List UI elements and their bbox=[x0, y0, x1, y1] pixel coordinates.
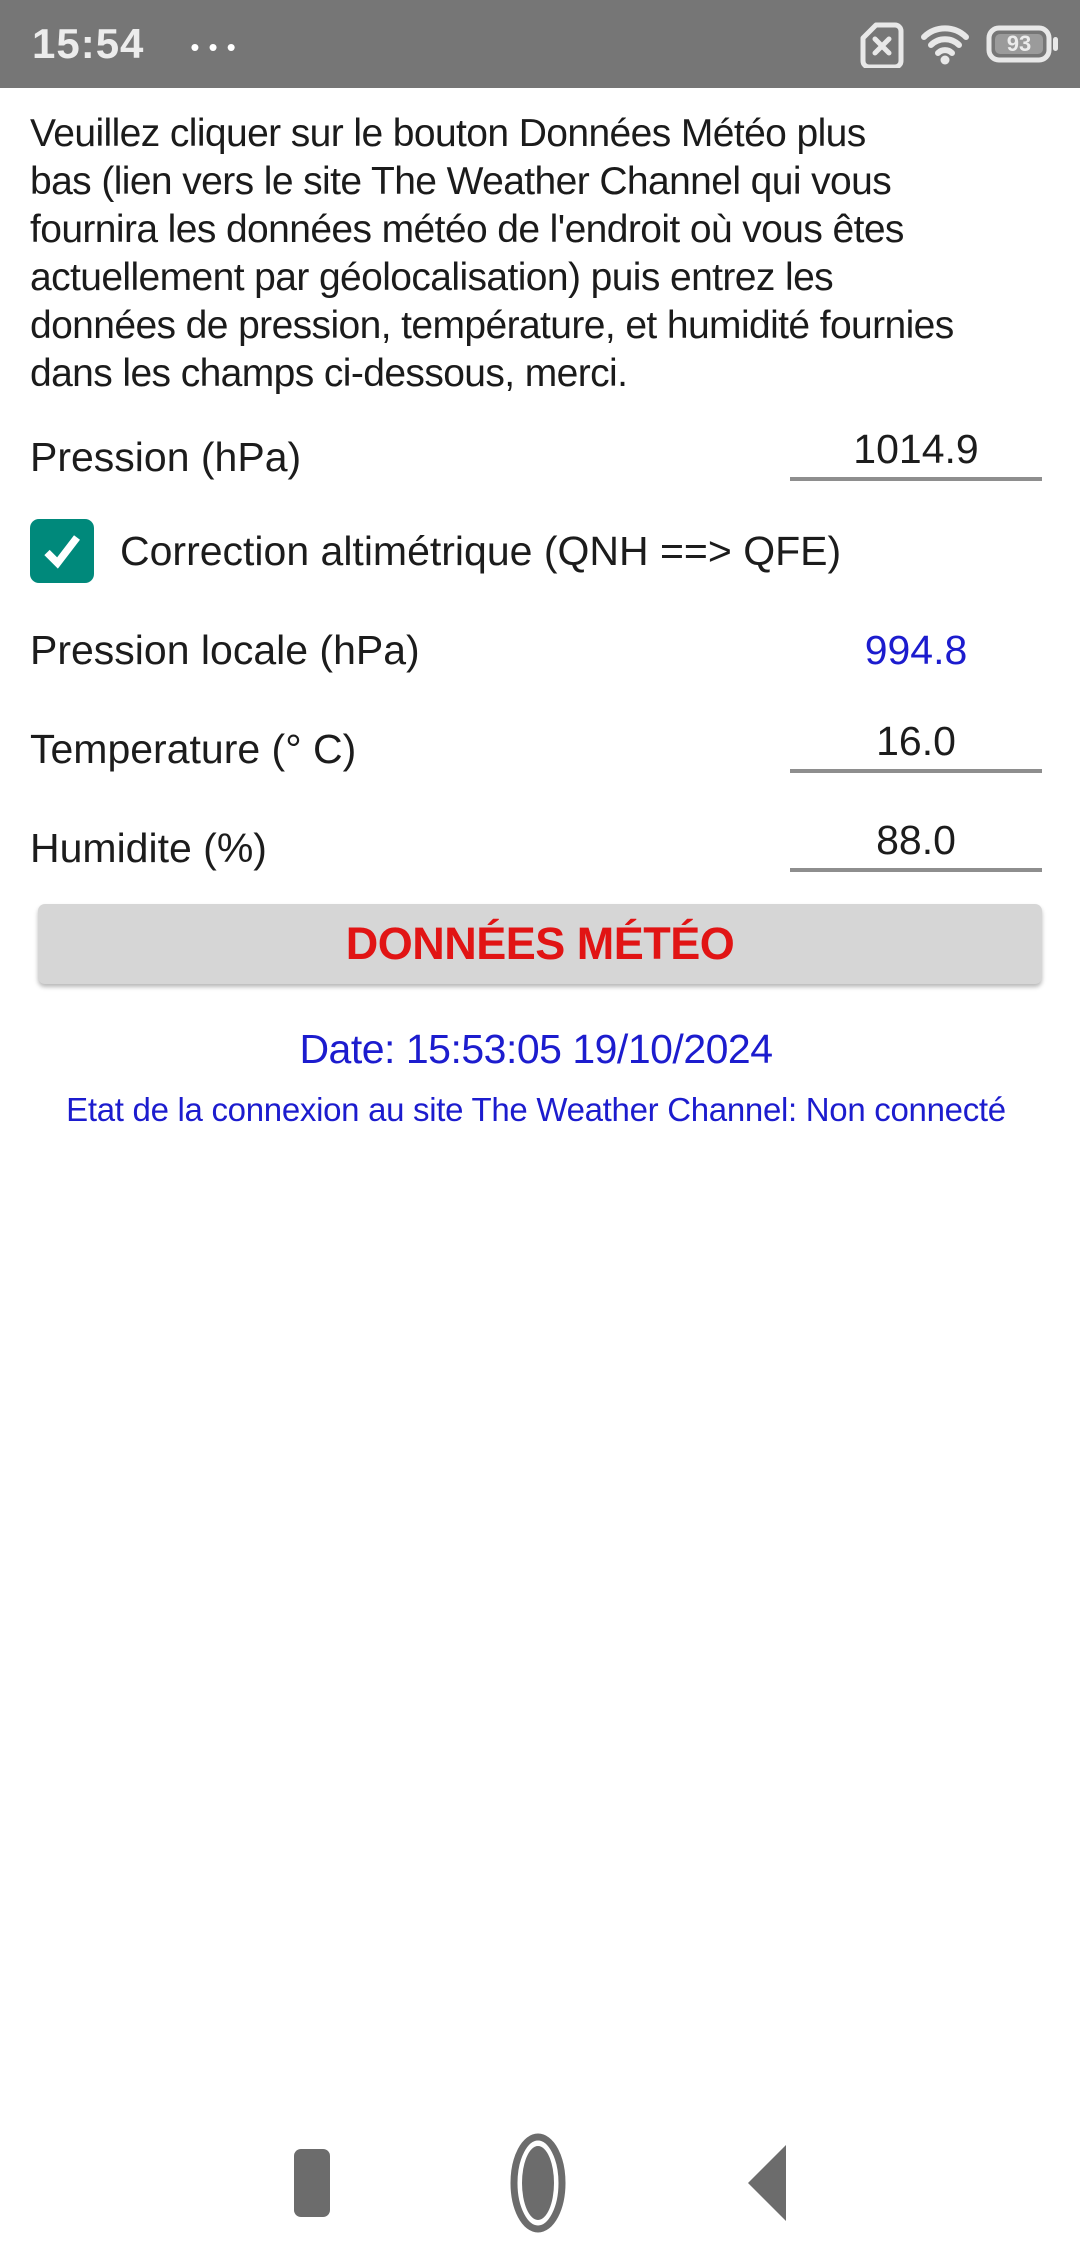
android-navigation-bar bbox=[0, 2118, 1080, 2248]
local-pressure-value: 994.8 bbox=[864, 627, 968, 673]
instructions-line: bas (lien vers le site The Weather Channel qui vous bbox=[30, 160, 892, 203]
instructions-line: fournira les données météo de l'endroit où vous êtes bbox=[30, 208, 904, 251]
instructions-line: actuellement par géolocalisation) puis entrez les bbox=[30, 256, 834, 299]
recents-icon bbox=[294, 2149, 330, 2217]
connection-status-text: Etat de la connexion au site The Weather Channel: Non connecté bbox=[66, 1091, 1006, 1128]
status-bar bbox=[0, 0, 1080, 88]
clock: 15:54 bbox=[32, 20, 145, 67]
battery-percent: 93 bbox=[1006, 31, 1032, 56]
pressure-input[interactable] bbox=[790, 426, 1042, 481]
back-button[interactable] bbox=[746, 2143, 786, 2223]
home-button[interactable] bbox=[510, 2133, 566, 2233]
temperature-label: Temperature (° C) bbox=[30, 726, 357, 772]
pressure-label: Pression (hPa) bbox=[30, 434, 302, 480]
instructions-line: Veuillez cliquer sur le bouton Données Météo plus bbox=[30, 112, 866, 155]
humidity-input[interactable] bbox=[790, 817, 1042, 872]
pressure-row bbox=[30, 426, 1042, 481]
checkmark-icon bbox=[38, 527, 86, 575]
local-pressure-label: Pression locale (hPa) bbox=[30, 627, 420, 673]
no-sim-icon bbox=[860, 20, 904, 68]
humidity-label: Humidite (%) bbox=[30, 825, 267, 871]
recents-button[interactable] bbox=[294, 2149, 330, 2217]
main-content bbox=[0, 110, 1080, 1129]
altimetric-correction-row bbox=[30, 519, 1042, 583]
wifi-icon bbox=[920, 23, 970, 65]
instructions-line: données de pression, température, et humidité fournies bbox=[30, 304, 954, 347]
altimetric-correction-label: Correction altimétrique (QNH ==> QFE) bbox=[120, 527, 842, 574]
instructions-text bbox=[30, 110, 1042, 398]
temperature-input[interactable] bbox=[790, 718, 1042, 773]
altimetric-correction-checkbox[interactable] bbox=[30, 519, 94, 583]
notification-dots-icon: ••• bbox=[190, 31, 245, 62]
date-status-text: Date: 15:53:05 19/10/2024 bbox=[299, 1026, 773, 1072]
local-pressure-row bbox=[30, 627, 1042, 674]
instructions-line: dans les champs ci-dessous, merci. bbox=[30, 352, 628, 395]
weather-data-button[interactable]: DONNÉES MÉTÉO bbox=[38, 904, 1042, 984]
humidity-row bbox=[30, 817, 1042, 872]
back-icon bbox=[746, 2143, 786, 2223]
status-icons bbox=[860, 20, 1060, 68]
battery-icon bbox=[986, 24, 1060, 64]
home-icon bbox=[510, 2133, 566, 2233]
temperature-row bbox=[30, 718, 1042, 773]
